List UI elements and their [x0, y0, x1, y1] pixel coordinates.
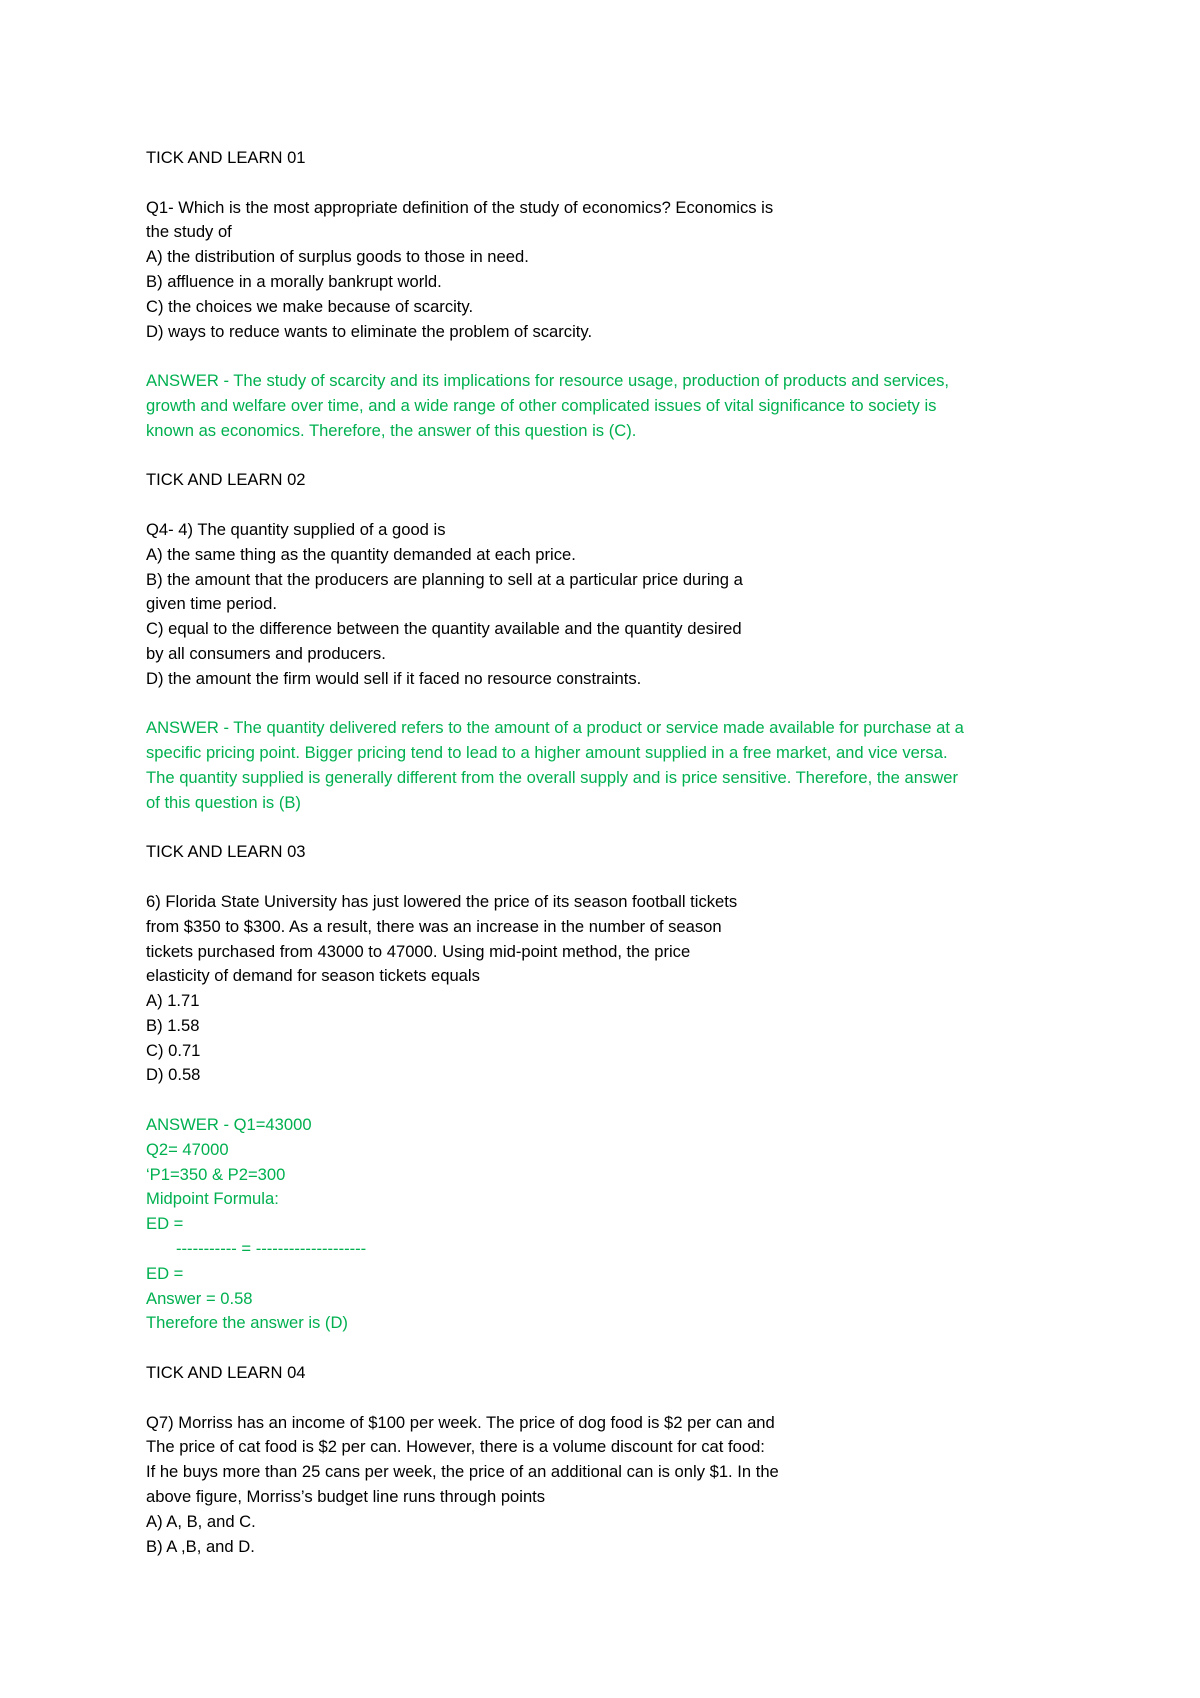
option-b: B) the amount that the producers are planning to sell at a particular price during a [146, 569, 743, 589]
answer-line: of this question is (B) [146, 792, 301, 812]
question-line: from $350 to $300. As a result, there was an increase in the number of season [146, 916, 722, 936]
spacer [146, 1336, 1066, 1361]
spacer [146, 493, 1066, 518]
option-a: A) 1.71 [146, 991, 200, 1011]
answer-line: Therefore the answer is (D) [146, 1313, 348, 1333]
answer-line: The quantity supplied is generally different from the overall supply and is price sensitive. Therefore, the answer [146, 767, 958, 787]
option-a: A) the same thing as the quantity demanded at each price. [146, 544, 576, 564]
answer-line: known as economics. Therefore, the answer of this question is (C). [146, 420, 637, 440]
option-c: C) the choices we make because of scarcity. [146, 296, 474, 316]
answer-line: Answer = 0.58 [146, 1288, 253, 1308]
option-b: B) A ,B, and D. [146, 1536, 255, 1556]
spacer [146, 816, 1066, 841]
option-c: C) equal to the difference between the quantity available and the quantity desired [146, 619, 742, 639]
option-a: A) the distribution of surplus goods to those in need. [146, 247, 529, 267]
question-line: tickets purchased from 43000 to 47000. Using mid-point method, the price [146, 941, 691, 961]
answer-line: Midpoint Formula: [146, 1189, 279, 1209]
question-block [146, 518, 1066, 692]
option-c-cont: by all consumers and producers. [146, 643, 386, 663]
option-b: B) 1.58 [146, 1015, 200, 1035]
option-d: D) the amount the firm would sell if it faced no resource constraints. [146, 668, 642, 688]
question-line: Q4- 4) The quantity supplied of a good is [146, 519, 446, 539]
option-b: B) affluence in a morally bankrupt world. [146, 271, 442, 291]
spacer [146, 865, 1066, 890]
option-d: D) ways to reduce wants to eliminate the problem of scarcity. [146, 321, 593, 341]
question-line: Q7) Morriss has an income of $100 per week. The price of dog food is $2 per can and [146, 1412, 775, 1432]
answer-line: ‘P1=350 & P2=300 [146, 1164, 286, 1184]
answer-line: ED = [146, 1214, 184, 1234]
answer-line: ANSWER - The study of scarcity and its implications for resource usage, production of products and services, [146, 371, 949, 391]
question-block [146, 890, 1066, 1088]
question-line: If he buys more than 25 cans per week, the price of an additional can is only $1. In the [146, 1462, 779, 1482]
option-c: C) 0.71 [146, 1040, 201, 1060]
question-line: above figure, Morriss’s budget line runs through points [146, 1487, 546, 1507]
question-block [146, 196, 1066, 345]
answer-line: ANSWER - Q1=43000 [146, 1115, 312, 1135]
question-line: Q1- Which is the most appropriate definition of the study of economics? Economics is [146, 197, 774, 217]
spacer [146, 444, 1066, 469]
question-line: The price of cat food is $2 per can. However, there is a volume discount for cat food: [146, 1437, 765, 1457]
answer-block [146, 369, 1066, 443]
question-line: 6) Florida State University has just lowered the price of its season football tickets [146, 891, 738, 911]
answer-line: specific pricing point. Bigger pricing tend to lead to a higher amount supplied in a free market, and vice versa. [146, 743, 948, 763]
answer-block [146, 1113, 1066, 1336]
spacer [146, 692, 1066, 717]
option-d: D) 0.58 [146, 1065, 201, 1085]
option-a: A) A, B, and C. [146, 1511, 256, 1531]
answer-line: ANSWER - The quantity delivered refers to the amount of a product or service made available for purchase at a [146, 718, 964, 738]
spacer [146, 1088, 1066, 1113]
spacer [146, 1386, 1066, 1411]
document-body [146, 146, 1066, 1559]
answer-line: ED = [146, 1263, 184, 1283]
section-heading: TICK AND LEARN 02 [146, 470, 306, 490]
formula-dashes: ----------- = -------------------- [176, 1239, 367, 1259]
section-heading: TICK AND LEARN 01 [146, 148, 306, 167]
question-line: the study of [146, 222, 232, 242]
answer-line: growth and welfare over time, and a wide range of other complicated issues of vital significance to society is [146, 395, 937, 415]
option-b-cont: given time period. [146, 594, 277, 614]
spacer [146, 171, 1066, 196]
answer-block [146, 716, 1066, 815]
section-heading: TICK AND LEARN 03 [146, 842, 306, 862]
section-heading: TICK AND LEARN 04 [146, 1363, 306, 1383]
answer-line: Q2= 47000 [146, 1139, 229, 1159]
question-line: elasticity of demand for season tickets equals [146, 966, 480, 986]
spacer [146, 344, 1066, 369]
question-block [146, 1411, 1066, 1560]
